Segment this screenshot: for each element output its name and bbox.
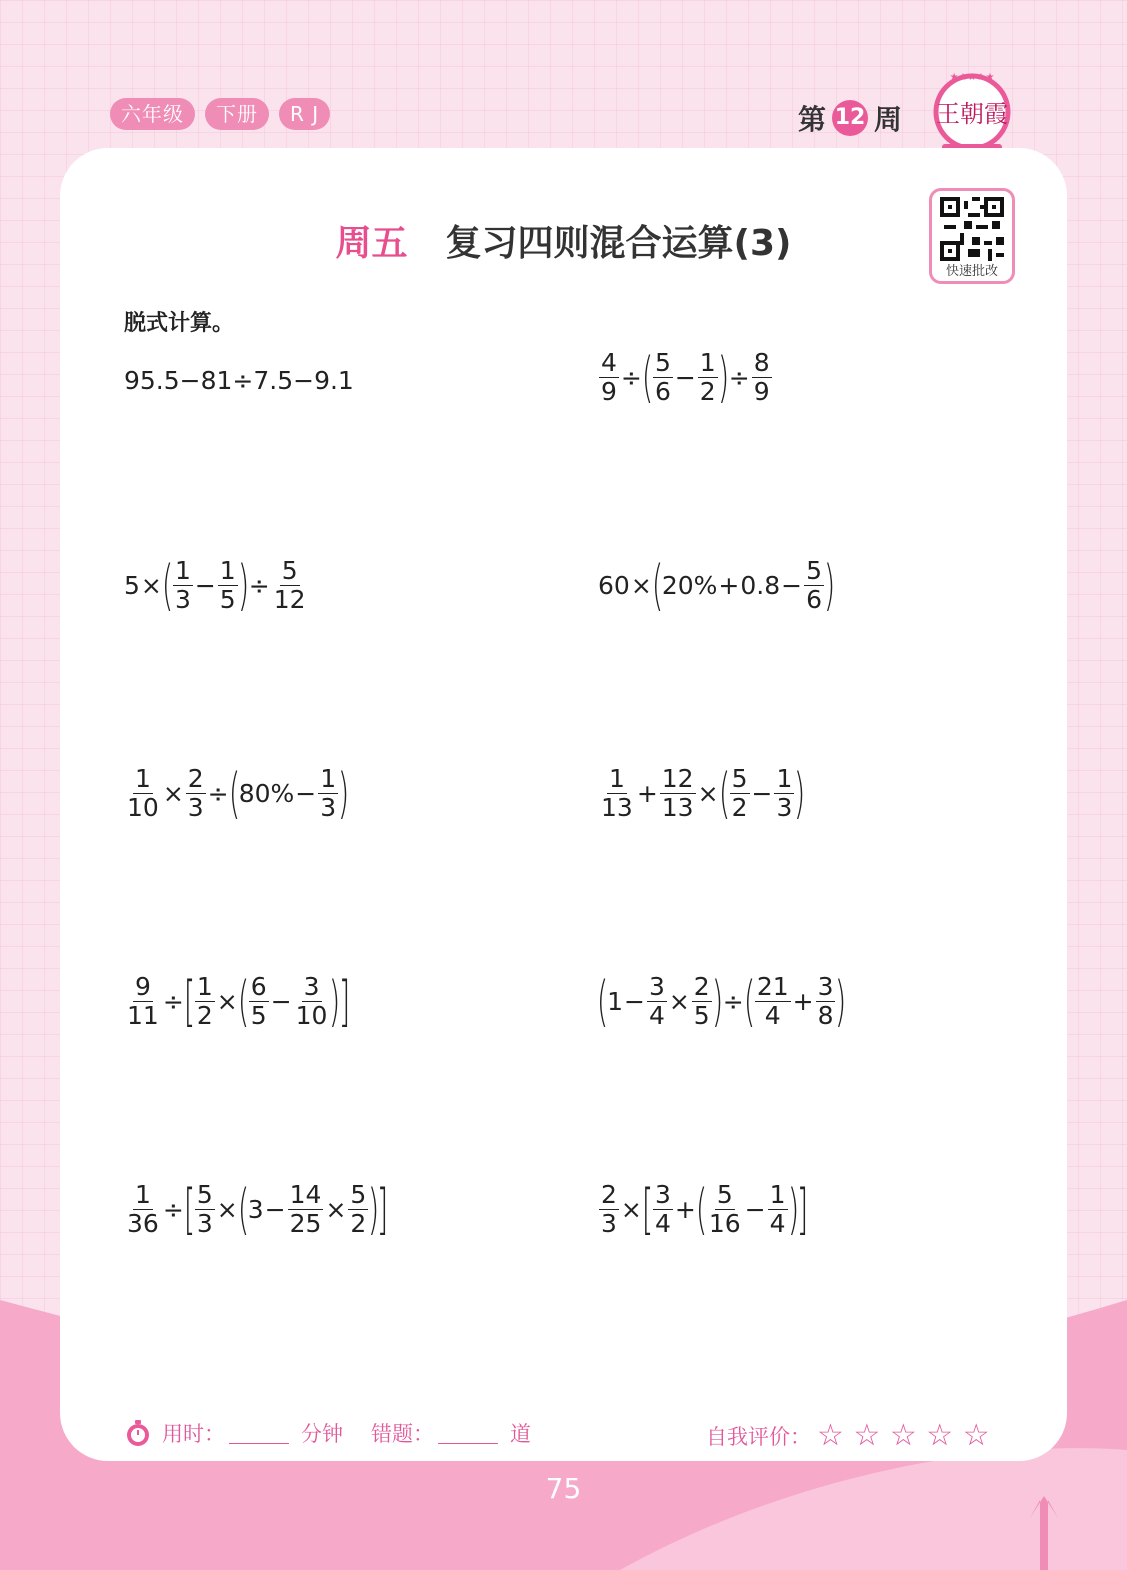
problem-9: $\frac{1}{36}$ ÷ [ $\frac{5}{3}$ × ( 3 − $\frac{14}{25}$ × $\frac{5}{2}$ ) ]: [127, 1177, 389, 1241]
problem-10: $\frac{2}{3}$ × [ $\frac{3}{4}$ + ( $\frac{5}{16}$ − $\frac{1}{4}$ ) ]: [601, 1177, 808, 1241]
week-indicator: [798, 98, 902, 138]
week-number: 12: [832, 100, 868, 136]
problem-3: 5 × ( $\frac{1}{3}$ − $\frac{1}{5}$ ) ÷ $\frac{5}{12}$: [124, 553, 306, 617]
problem-7: $\frac{9}{11}$ ÷ [ $\frac{1}{2}$ × ( $\frac{6}{5}$ − $\frac{3}{10}$ ) ]: [127, 969, 350, 1033]
qr-code-icon: [940, 197, 1004, 261]
brand-badge-icon: [932, 70, 1012, 160]
problem-2: $\frac{4}{9}$ ÷ ( $\frac{5}{6}$ − $\frac{1}{2}$ ) ÷ $\frac{8}{9}$: [601, 345, 770, 409]
title-day: 周五: [335, 223, 408, 264]
brand-name: 王朝霞: [936, 100, 1008, 128]
time-label: 用时：: [162, 1422, 225, 1446]
eval-label: 自我评价：: [706, 1424, 811, 1449]
page-number: 75: [545, 1472, 582, 1505]
error-unit: 道: [510, 1422, 531, 1446]
qr-code[interactable]: [929, 188, 1015, 284]
problem-5: $\frac{1}{10}$ × $\frac{2}{3}$ ÷ ( 80% − $\frac{1}{3}$ ): [127, 761, 350, 825]
problem-8: ( 1 − $\frac{3}{4}$ × $\frac{2}{5}$ ) ÷ ( $\frac{21}{4}$ + $\frac{3}{8}$ ): [596, 969, 847, 1033]
week-prefix: 第: [798, 103, 827, 136]
svg-text:★★★★★: ★★★★★: [949, 72, 995, 83]
time-field[interactable]: [229, 1423, 289, 1444]
header-tags: [110, 98, 330, 130]
edition-tag: R J: [279, 98, 330, 130]
stopwatch-icon: [124, 1419, 152, 1447]
rating-stars[interactable]: [811, 1418, 990, 1453]
error-label: 错题：: [371, 1422, 434, 1446]
star-icons[interactable]: ☆ ☆ ☆ ☆ ☆: [817, 1418, 990, 1453]
time-and-errors: [124, 1418, 531, 1448]
error-field[interactable]: [438, 1423, 498, 1444]
problem-6: $\frac{1}{13}$ + $\frac{12}{13}$ × ( $\frac{5}{2}$ − $\frac{1}{3}$ ): [601, 761, 806, 825]
problem-4: 60 × ( 20% + 0.8 − $\frac{5}{6}$ ): [598, 553, 836, 617]
instruction: 脱式计算。: [124, 311, 235, 336]
grade-tag: 六年级: [110, 98, 195, 130]
time-unit: 分钟: [301, 1422, 343, 1446]
self-evaluation: [706, 1418, 990, 1453]
volume-tag: 下册: [205, 98, 269, 130]
qr-caption: 快速批改: [945, 264, 998, 279]
week-suffix: 周: [874, 103, 903, 136]
problem-1: 95.5−81÷7.5−9.1: [124, 366, 354, 395]
title-text: 复习四则混合运算(3): [445, 223, 792, 264]
